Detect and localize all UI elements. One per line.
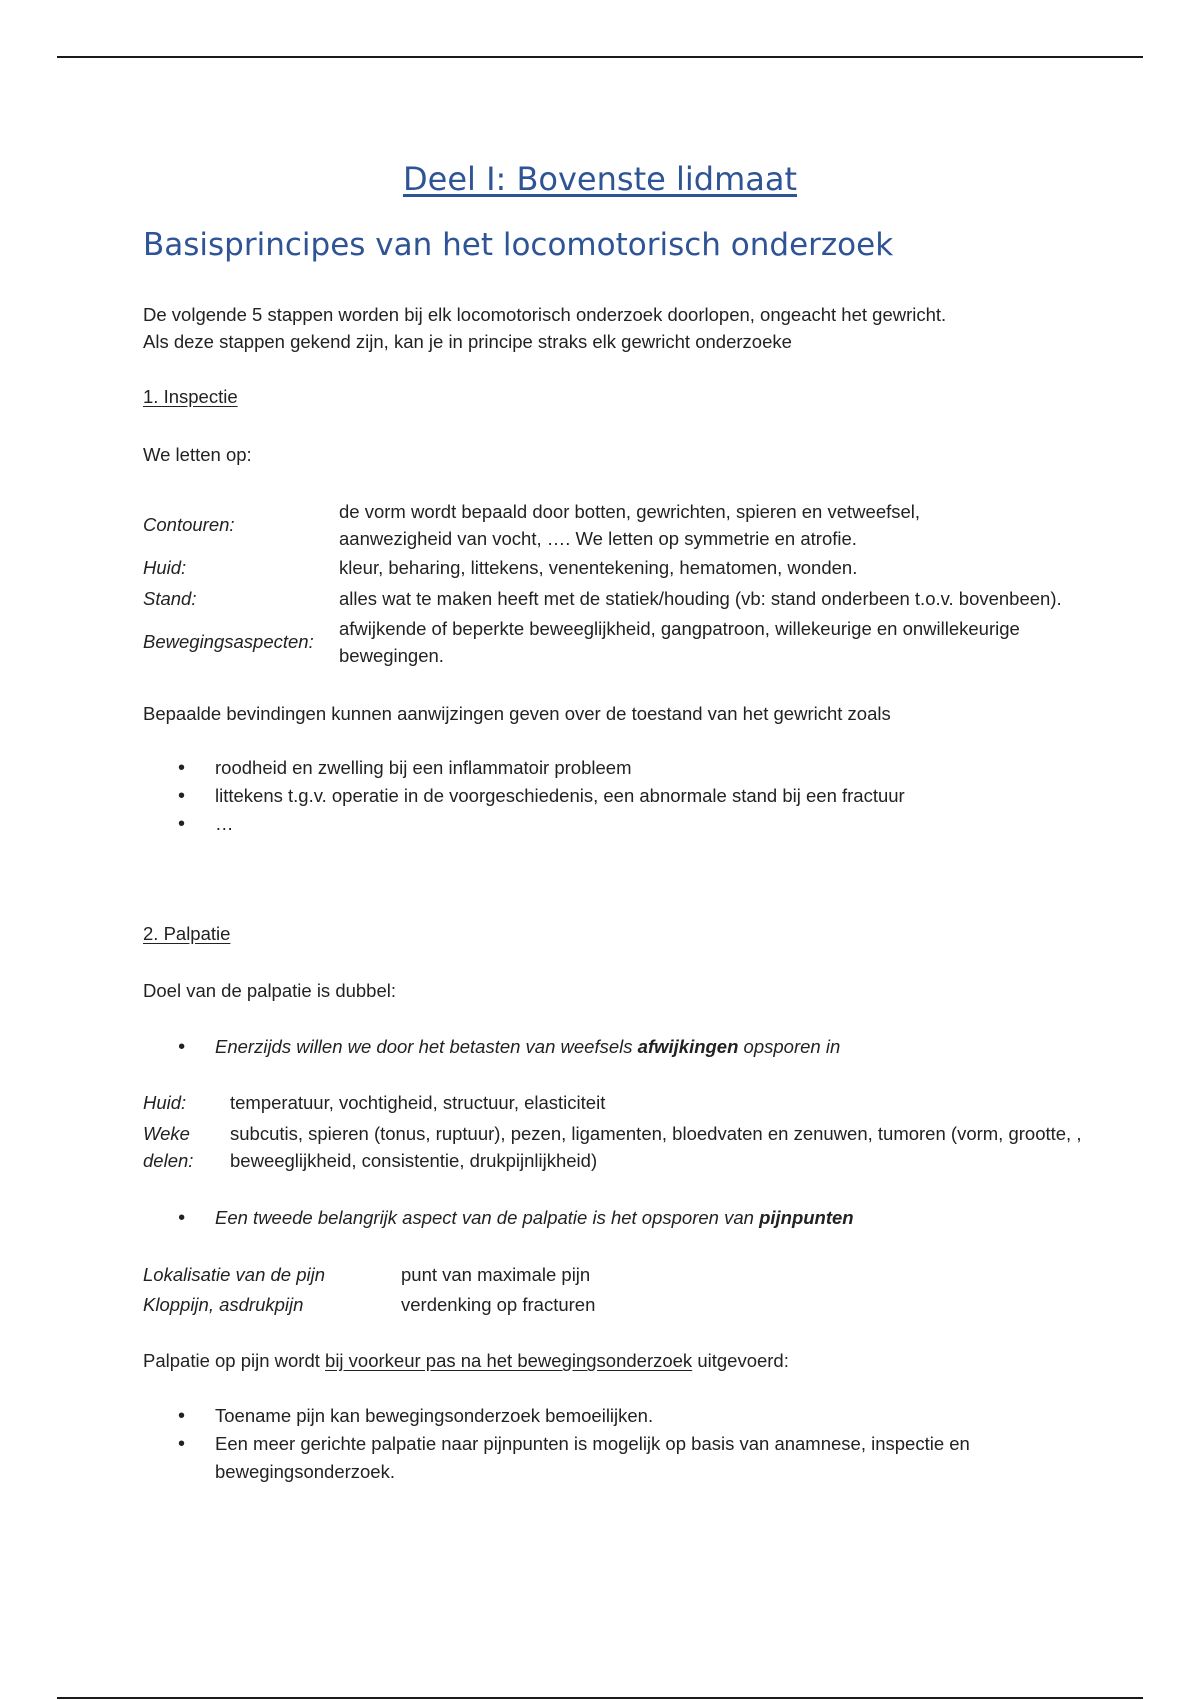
- note-text-end: uitgevoerd:: [692, 1350, 789, 1371]
- bullet-bold-text: pijnpunten: [759, 1207, 854, 1228]
- row-text: alles wat te maken heeft met de statiek/houding (vb: stand onderbeen t.o.v. bovenbeen).: [339, 588, 1062, 609]
- inspectie-lead: We letten op:: [143, 444, 252, 465]
- bullet-text-end: opsporen in: [738, 1036, 841, 1057]
- row-label: Kloppijn, asdrukpijn: [143, 1294, 304, 1315]
- row-label: Contouren:: [143, 514, 235, 535]
- inspectie-row-huid: [143, 554, 1143, 581]
- row-label: Stand:: [143, 588, 197, 609]
- intro-line-1: De volgende 5 stappen worden bij elk locomotorisch onderzoek doorlopen, ongeacht het gewricht.: [143, 304, 947, 325]
- palpatie-row-huid: [143, 1089, 1183, 1116]
- inspectie-findings-lead: Bepaalde bevindingen kunnen aanwijzingen geven over de toestand van het gewricht zoals: [143, 703, 891, 724]
- list-item: [143, 1204, 854, 1232]
- top-rule: [57, 56, 1143, 58]
- list-item: • Een meer gerichte palpatie naar pijnpunten is mogelijk op basis van anamnese, inspectie en bewegingsonderzoek.: [143, 1430, 1063, 1486]
- pain-row-kloppijn: [143, 1291, 843, 1318]
- note-underlined-text: bij voorkeur pas na het bewegingsonderzoek: [325, 1350, 693, 1371]
- row-text: de vorm wordt bepaald door botten, gewrichten, spieren en vetweefsel, aanwezigheid van vocht, …. We letten op symmetrie en atrofie.: [339, 501, 921, 549]
- inspectie-bullet-list: [143, 754, 905, 838]
- palpatie-bullet-2: [143, 1204, 854, 1232]
- row-text: verdenking op fracturen: [401, 1294, 596, 1315]
- list-item: [143, 1033, 840, 1061]
- document-title: Deel I: Bovenste lidmaat: [402, 160, 797, 198]
- bottom-rule: [57, 1697, 1143, 1699]
- bullet-text: Een tweede belangrijk aspect van de palpatie is het opsporen van: [215, 1207, 760, 1228]
- inspectie-row-contouren: [143, 498, 1043, 552]
- palpatie-lead: Doel van de palpatie is dubbel:: [143, 980, 397, 1001]
- list-item: • Toename pijn kan bewegingsonderzoek bemoeilijken.: [143, 1402, 1063, 1430]
- row-label: Bewegingsaspecten:: [143, 631, 314, 652]
- section-heading: Basisprincipes van het locomotorisch onderzoek: [143, 227, 894, 263]
- row-text: temperatuur, vochtigheid, structuur, elasticiteit: [230, 1092, 606, 1113]
- list-item: • roodheid en zwelling bij een inflammatoir probleem: [143, 754, 905, 782]
- row-text: kleur, beharing, littekens, venentekening, hematomen, wonden.: [339, 557, 858, 578]
- palpatie-heading: 2. Palpatie: [143, 923, 231, 944]
- palpatie-row-weke-delen: [143, 1120, 1188, 1174]
- bullet-text: Enerzijds willen we door het betasten van weefsels: [215, 1036, 638, 1057]
- row-text: afwijkende of beperkte beweeglijkheid, gangpatroon, willekeurige en onwillekeurige bewegingen.: [339, 618, 1020, 666]
- row-label: Weke delen:: [143, 1123, 194, 1171]
- inspectie-row-stand: [143, 585, 1183, 612]
- row-text: subcutis, spieren (tonus, ruptuur), pezen, ligamenten, bloedvaten en zenuwen, tumoren (vorm, grootte, , beweeglijkheid, consistentie, drukpijnlijkheid): [230, 1123, 1082, 1171]
- palpatie-bullet-list: [143, 1402, 1063, 1486]
- list-item: • littekens t.g.v. operatie in de voorgeschiedenis, een abnormale stand bij een fractuur: [143, 782, 905, 810]
- row-label: Lokalisatie van de pijn: [143, 1264, 326, 1285]
- inspectie-heading: 1. Inspectie: [143, 386, 238, 407]
- inspectie-row-bewegingsaspecten: [143, 615, 1143, 669]
- row-label: Huid:: [143, 1092, 187, 1113]
- intro-line-2: Als deze stappen gekend zijn, kan je in principe straks elk gewricht onderzoeke: [143, 331, 792, 352]
- palpatie-bullet-1: [143, 1033, 840, 1061]
- list-item: • …: [143, 810, 905, 838]
- pain-row-lokalisatie: [143, 1261, 843, 1288]
- bullet-bold-text: afwijkingen: [637, 1036, 739, 1057]
- note-text: Palpatie op pijn wordt: [143, 1350, 326, 1371]
- palpatie-note: [143, 1347, 789, 1374]
- row-text: punt van maximale pijn: [401, 1264, 591, 1285]
- row-label: Huid:: [143, 557, 187, 578]
